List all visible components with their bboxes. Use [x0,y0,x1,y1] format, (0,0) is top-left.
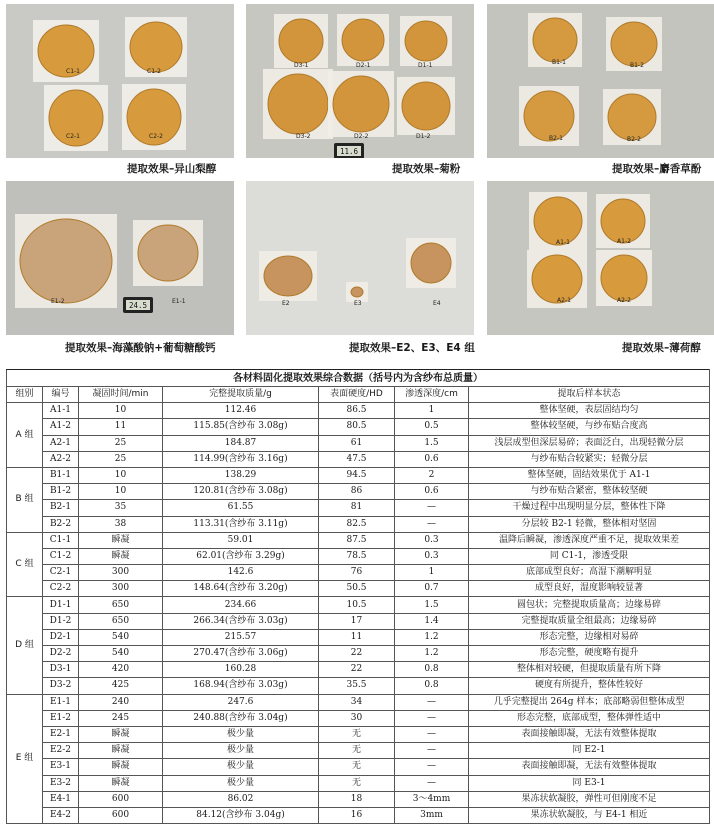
table-cell: 极少量 [163,743,319,759]
column-header: 完整提取质量/g [163,387,319,403]
table-cell: 600 [79,791,163,807]
table-row [7,597,710,613]
table-cell: 35.5 [319,678,395,694]
table-cell: 86 [319,484,395,500]
table-cell: 25 [79,435,163,451]
specimen-label: C1-1 [66,68,80,75]
table-cell: 同 C1-1，渗透受限 [469,548,710,564]
table-cell: E4-2 [43,807,79,823]
specimen-label: B1-1 [552,59,566,66]
specimen-label: B1-2 [630,62,644,69]
table-row [7,726,710,742]
table-cell: 115.85(含纱布 3.08g) [163,419,319,435]
table-cell: 420 [79,662,163,678]
specimen-label: E1-2 [51,298,65,305]
table-cell: 76 [319,565,395,581]
specimen-photo [6,181,234,335]
specimen-label: D3-2 [296,133,311,140]
table-cell: 270.47(含纱布 3.06g) [163,646,319,662]
table-cell: 整体坚硬，固结效果优于 A1-1 [469,467,710,483]
specimen-label: E2 [282,300,290,307]
table-cell: 果冻状软凝胶，弹性可但刚度不足 [469,791,710,807]
table-cell: C1-2 [43,548,79,564]
table-cell: — [395,710,469,726]
table-cell: 10 [79,467,163,483]
table-cell: 1.4 [395,613,469,629]
hygrometer-display: 11.6 [339,147,359,156]
table-cell: 22 [319,646,395,662]
table-row [7,548,710,564]
specimen-photo [6,4,234,158]
specimen-label: E4 [433,300,441,307]
table-cell: 38 [79,516,163,532]
hygrometer-display: 24.5 [128,301,148,310]
table-cell: — [395,775,469,791]
table-cell: 同 E2-1 [469,743,710,759]
specimen-label: E3 [354,300,362,307]
table-row [7,532,710,548]
table-cell: 86.02 [163,791,319,807]
table-cell: 瞬凝 [79,759,163,775]
specimen-label: D2-1 [356,62,371,69]
specimen-photo [487,4,714,158]
table-cell: 247.6 [163,694,319,710]
specimen-label: C2-2 [149,133,163,140]
table-cell: 圆包状；完整提取质量高；边缘易碎 [469,597,710,613]
table-cell: 215.57 [163,629,319,645]
table-row [7,791,710,807]
table-row [7,516,710,532]
specimen-label: A1-2 [617,238,631,245]
specimen-label: E1-1 [172,298,186,305]
table-cell: C1-1 [43,532,79,548]
table-row [7,435,710,451]
table-cell: 11 [79,419,163,435]
column-header: 凝固时间/min [79,387,163,403]
photo-caption: 提取效果–E2、E3、E4 组 [349,342,475,354]
photo-caption: 提取效果–海藻酸钠+葡萄糖酸钙 [65,342,216,354]
column-header: 编号 [43,387,79,403]
table-cell: 底部成型良好；高湿下潮解明显 [469,565,710,581]
table-row [7,629,710,645]
table-cell: 16 [319,807,395,823]
table-row [7,581,710,597]
table-cell: 1.5 [395,435,469,451]
table-cell: 果冻状软凝胶，与 E4-1 相近 [469,807,710,823]
table-cell: 160.28 [163,662,319,678]
table-cell: 61.55 [163,500,319,516]
table-cell: D3-1 [43,662,79,678]
table-cell: 112.46 [163,403,319,419]
table-cell: 0.6 [395,484,469,500]
specimen-label: C2-1 [66,133,80,140]
table-cell: 82.5 [319,516,395,532]
table-cell: 几乎完整提出 264g 样本；底部略弱但整体成型 [469,694,710,710]
table-cell: — [395,726,469,742]
table-cell: 整体相对较硬，但提取质量有所下降 [469,662,710,678]
table-row [7,467,710,483]
specimen-label: A2-1 [557,297,571,304]
table-cell: 硬度有所提升，整体性较好 [469,678,710,694]
table-cell: 0.5 [395,419,469,435]
table-cell: 50.5 [319,581,395,597]
table-row [7,710,710,726]
table-row [7,759,710,775]
table-cell: 94.5 [319,467,395,483]
table-cell: D2-1 [43,629,79,645]
table-cell: 极少量 [163,759,319,775]
table-cell: B2-1 [43,500,79,516]
table-cell: 148.64(含纱布 3.20g) [163,581,319,597]
table-cell: 245 [79,710,163,726]
table-cell: 81 [319,500,395,516]
table-row [7,694,710,710]
table-cell: D1-1 [43,597,79,613]
table-cell: 与纱布贴合紧密，整体较坚硬 [469,484,710,500]
table-row [7,775,710,791]
table-cell: 0.6 [395,451,469,467]
table-cell: E2-1 [43,726,79,742]
table-cell: 540 [79,629,163,645]
table-cell: 无 [319,775,395,791]
photo-caption: 提取效果–麝香草酚 [612,163,702,175]
table-cell: — [395,694,469,710]
table-cell: 整体较坚硬，与纱布贴合度高 [469,419,710,435]
table-cell: 无 [319,743,395,759]
table-cell: 瞬凝 [79,548,163,564]
table-cell: 表面接触即凝，无法有效整体提取 [469,759,710,775]
table-cell: 138.29 [163,467,319,483]
table-cell: 形态完整，硬度略有提升 [469,646,710,662]
group-cell: A 组 [7,403,43,468]
table-cell: 540 [79,646,163,662]
table-cell: 瞬凝 [79,726,163,742]
specimen-label: B2-2 [627,136,641,143]
table-cell: E1-2 [43,710,79,726]
table-row [7,419,710,435]
table-cell: B2-2 [43,516,79,532]
photo-caption: 提取效果–异山梨醇 [127,163,217,175]
table-cell: E1-1 [43,694,79,710]
table-cell: 84.12(含纱布 3.04g) [163,807,319,823]
specimen-label: B2-1 [549,135,563,142]
table-cell: D2-2 [43,646,79,662]
table-cell: 120.81(含纱布 3.08g) [163,484,319,500]
table-cell: 形态完整，底部成型，整体弹性适中 [469,710,710,726]
table-cell: 形态完整，边缘相对易碎 [469,629,710,645]
specimen-label: A2-2 [617,297,631,304]
group-cell: E 组 [7,694,43,824]
specimen-label: D2-2 [354,133,369,140]
group-cell: C 组 [7,532,43,597]
photo-caption: 提取效果–薄荷醇 [622,342,701,354]
specimen-label: A1-1 [556,239,570,246]
table-cell: E4-1 [43,791,79,807]
table-cell: 整体坚硬，表层固结均匀 [469,403,710,419]
table-cell: C2-2 [43,581,79,597]
table-cell: 0.8 [395,662,469,678]
table-cell: 650 [79,597,163,613]
table-cell: — [395,759,469,775]
table-row [7,484,710,500]
table-cell: E2-2 [43,743,79,759]
table-cell: 3～4mm [395,791,469,807]
table-cell: 完整提取质量全组最高；边缘易碎 [469,613,710,629]
table-row [7,743,710,759]
table-cell: 142.6 [163,565,319,581]
table-cell: 成型良好，湿度影响较显著 [469,581,710,597]
group-cell: B 组 [7,467,43,532]
table-cell: 35 [79,500,163,516]
table-cell: 22 [319,662,395,678]
table-row [7,662,710,678]
specimen-label: D3-1 [294,62,309,69]
table-cell: 10 [79,403,163,419]
table-cell: 3mm [395,807,469,823]
table-row [7,613,710,629]
table-cell: — [395,743,469,759]
table-row [7,403,710,419]
table-cell: 266.34(含纱布 3.03g) [163,613,319,629]
table-cell: 瞬凝 [79,743,163,759]
specimen-photo [487,181,714,335]
table-cell: A1-2 [43,419,79,435]
table-cell: 干燥过程中出现明显分层，整体性下降 [469,500,710,516]
column-header: 组别 [7,387,43,403]
table-cell: 113.31(含纱布 3.11g) [163,516,319,532]
table-cell: 86.5 [319,403,395,419]
table-cell: 47.5 [319,451,395,467]
table-cell: 650 [79,613,163,629]
specimen-label: C1-2 [147,68,161,75]
table-row [7,451,710,467]
table-cell: 425 [79,678,163,694]
table-header-row [7,387,710,403]
table-cell: 0.8 [395,678,469,694]
table-row [7,678,710,694]
table-row [7,646,710,662]
table-cell: 234.66 [163,597,319,613]
table-cell: 2 [395,467,469,483]
table-cell: 240.88(含纱布 3.04g) [163,710,319,726]
table-cell: 表面接触即凝，无法有效整体提取 [469,726,710,742]
table-cell: 87.5 [319,532,395,548]
photo-caption: 提取效果–菊粉 [392,163,461,175]
table-cell: 1 [395,565,469,581]
table-row [7,565,710,581]
specimen-label: D1-2 [416,133,431,140]
table-cell: E3-1 [43,759,79,775]
table-cell: 极少量 [163,775,319,791]
table-cell: 0.3 [395,548,469,564]
table-cell: A2-2 [43,451,79,467]
table-cell: 无 [319,726,395,742]
table-cell: 18 [319,791,395,807]
table-cell: 瞬凝 [79,775,163,791]
table-cell: 1 [395,403,469,419]
table-cell: 59.01 [163,532,319,548]
table-cell: 300 [79,565,163,581]
results-table [6,369,710,824]
table-row [7,807,710,823]
table-cell: A1-1 [43,403,79,419]
table-cell: E3-2 [43,775,79,791]
table-cell: 61 [319,435,395,451]
table-cell: 600 [79,807,163,823]
table-cell: 与纱布贴合较紧实；轻微分层 [469,451,710,467]
table-cell: 300 [79,581,163,597]
table-cell: 1.2 [395,629,469,645]
column-header: 表面硬度/HD [319,387,395,403]
table-cell: B1-2 [43,484,79,500]
table-row [7,500,710,516]
table-cell: 78.5 [319,548,395,564]
table-cell: 10 [79,484,163,500]
table-cell: 184.87 [163,435,319,451]
table-cell: C2-1 [43,565,79,581]
table-cell: 1.5 [395,597,469,613]
table-cell: — [395,500,469,516]
table-cell: 240 [79,694,163,710]
table-cell: 无 [319,759,395,775]
table-cell: 极少量 [163,726,319,742]
table-cell: 温降后瞬凝，渗透深度严重不足，提取效果差 [469,532,710,548]
column-header: 渗透深度/cm [395,387,469,403]
table-cell: 168.94(含纱布 3.03g) [163,678,319,694]
table-cell: 0.3 [395,532,469,548]
table-cell: 同 E3-1 [469,775,710,791]
table-cell: 浅层成型但深层易碎；表面泛白，出现轻微分层 [469,435,710,451]
table-cell: — [395,516,469,532]
table-cell: 17 [319,613,395,629]
table-cell: 25 [79,451,163,467]
specimen-photo [246,4,474,158]
table-cell: 34 [319,694,395,710]
table-cell: 10.5 [319,597,395,613]
table-cell: 80.5 [319,419,395,435]
table-cell: 1.2 [395,646,469,662]
group-cell: D 组 [7,597,43,694]
table-cell: 114.99(含纱布 3.16g) [163,451,319,467]
column-header: 提取后样本状态 [469,387,710,403]
table-cell: 瞬凝 [79,532,163,548]
table-cell: A2-1 [43,435,79,451]
table-cell: D1-2 [43,613,79,629]
specimen-photo [246,181,474,335]
table-cell: 62.01(含纱布 3.29g) [163,548,319,564]
specimen-label: D1-1 [418,62,433,69]
table-cell: 0.7 [395,581,469,597]
table-cell: 30 [319,710,395,726]
table-cell: 分层较 B2-1 轻微，整体相对坚固 [469,516,710,532]
table-title: 各材料固化提取效果综合数据（括号内为含纱布总质量） [7,370,710,387]
table-cell: B1-1 [43,467,79,483]
table-cell: 11 [319,629,395,645]
table-cell: D3-2 [43,678,79,694]
